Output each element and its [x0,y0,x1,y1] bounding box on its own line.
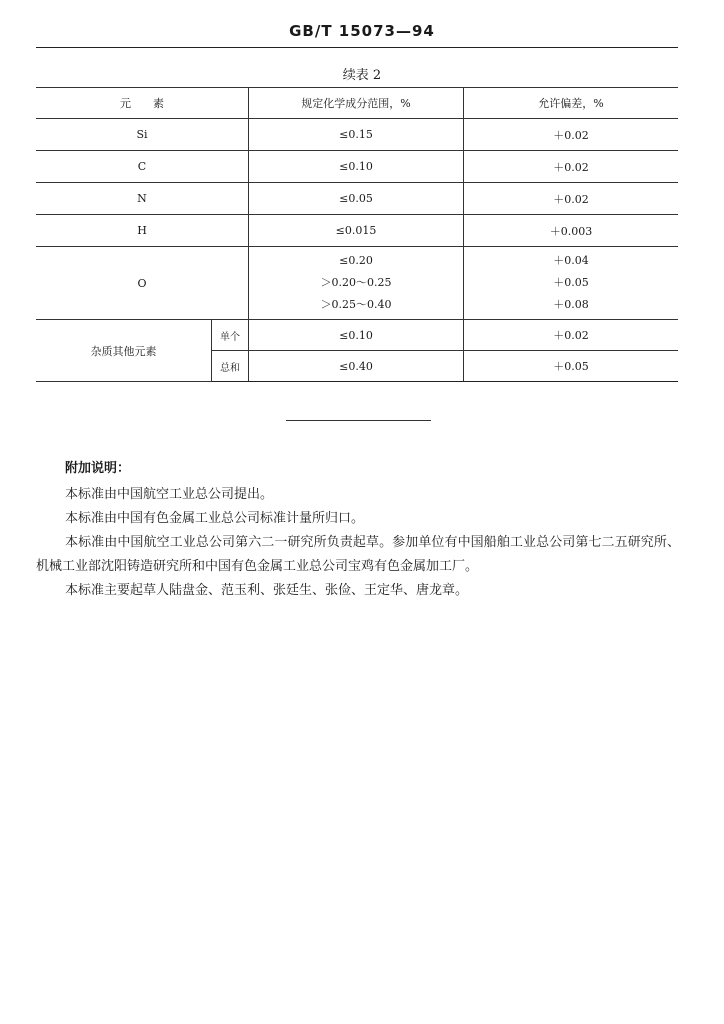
range-cell-stack [248,247,463,320]
impurity-label: 杂质其他元素 [36,320,212,382]
range-cell: ≤0.10 [248,320,463,351]
table-row [36,183,678,215]
range-value: ≤0.20 [339,254,373,267]
header-element: 元 素 [36,88,248,119]
standard-code: GB/T 15073—94 [289,22,435,40]
notes-paragraph: 本标准由中国航空工业总公司提出。 [65,487,274,502]
notes-paragraph: 本标准由中国有色金属工业总公司标准计量所归口。 [65,511,365,526]
deviation-cell-stack [464,247,679,320]
impurity-total-label: 总和 [212,351,249,382]
range-cell: ≤0.10 [248,151,463,183]
element-cell: Si [36,119,248,151]
additional-notes [36,457,680,603]
deviation-cell: ＋0.02 [464,320,679,351]
header-range: 规定化学成分范围，% [248,88,463,119]
notes-paragraph: 本标准主要起草人陆盘金、范玉利、张廷生、张俭、王定华、唐龙章。 [65,583,469,598]
deviation-cell: ＋0.05 [464,351,679,382]
deviation-cell: ＋0.02 [464,151,679,183]
table-row [36,151,678,183]
section-divider [286,420,431,421]
header-rule [36,47,678,48]
range-value: ＞0.25～0.40 [320,298,392,311]
table-row [36,119,678,151]
element-cell: H [36,215,248,247]
element-cell: N [36,183,248,215]
deviation-cell: ＋0.003 [464,215,679,247]
header-deviation: 允许偏差，% [464,88,679,119]
notes-paragraph: 本标准由中国航空工业总公司第六二一研究所负责起草。参加单位有中国船舶工业总公司第七二五研究所、机械工业部沈阳铸造研究所和中国有色金属工业总公司宝鸡有色金属加工厂。 [36,535,680,574]
range-cell: ≤0.15 [248,119,463,151]
table-row [36,215,678,247]
impurity-single-label: 单个 [212,320,249,351]
deviation-value: ＋0.04 [553,254,589,267]
element-cell: O [36,247,248,320]
range-cell: ≤0.05 [248,183,463,215]
deviation-value: ＋0.08 [553,298,589,311]
table-caption: 续表 2 [342,68,382,83]
deviation-value: ＋0.05 [553,276,589,289]
table-header-row [36,88,678,119]
element-cell: C [36,151,248,183]
range-value: ＞0.20～0.25 [320,276,392,289]
deviation-cell: ＋0.02 [464,183,679,215]
deviation-cell: ＋0.02 [464,119,679,151]
range-cell: ≤0.40 [248,351,463,382]
range-cell: ≤0.015 [248,215,463,247]
table-row-impurity-single [36,320,678,351]
composition-table [36,87,678,382]
notes-title: 附加说明： [65,461,131,476]
table-row-oxygen [36,247,678,320]
